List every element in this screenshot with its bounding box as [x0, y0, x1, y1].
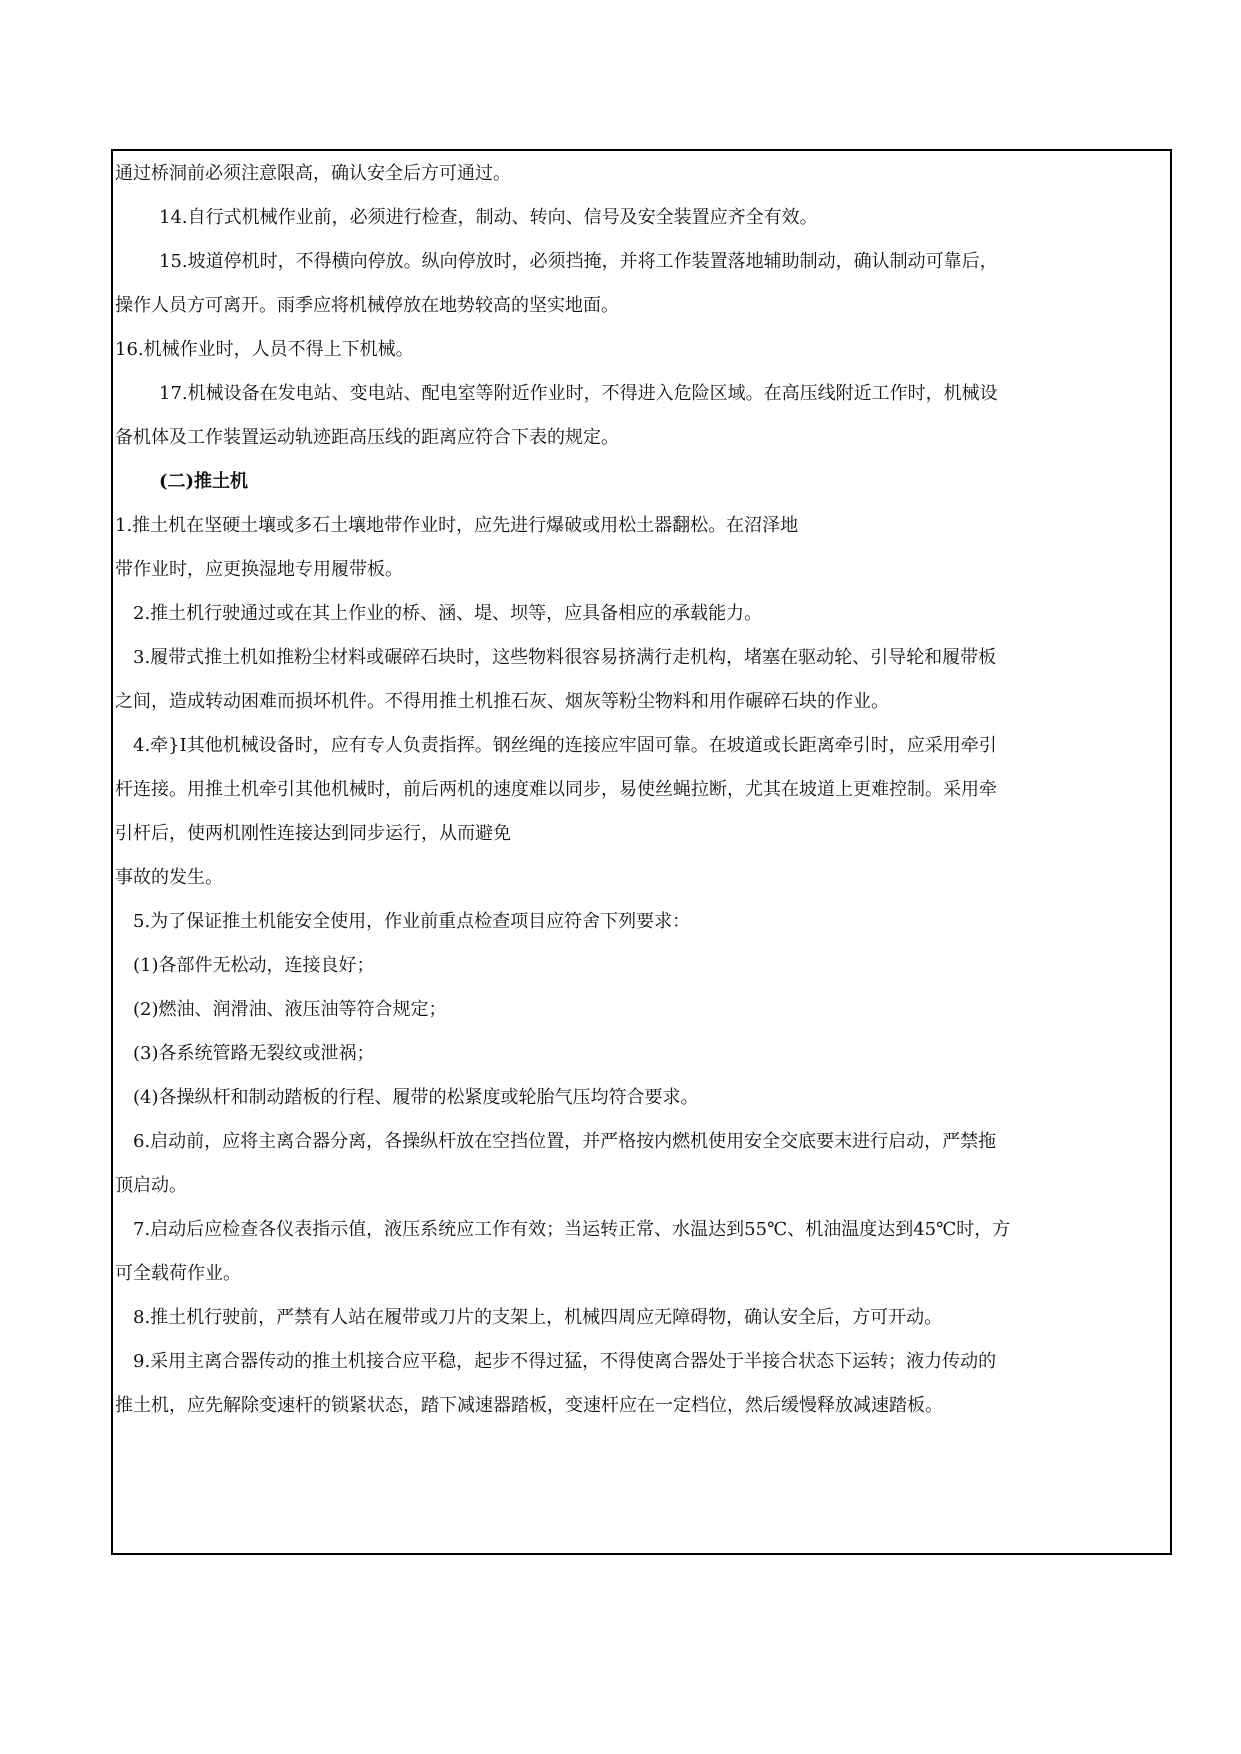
- text-line: (2)燃油、润滑油、液压油等符合规定；: [133, 999, 447, 1020]
- text-line: 3.履带式推土机如推粉尘材料或碾碎石块时，这些物料很容易挤满行走机构，堵塞在驱动轮、引导轮和履带板: [133, 647, 997, 668]
- text-line: 2.推土机行驶通过或在其上作业的桥、涵、堤、坝等，应具备相应的承载能力。: [133, 603, 763, 624]
- text-line: 顶启动。: [115, 1175, 187, 1196]
- text-line: 7.启动后应检查各仪表指示值，液压系统应工作有效；当运转正常、水温达到55℃、机油温度达到45℃时，方: [133, 1219, 1011, 1240]
- text-line: 1.推土机在坚硬土壤或多石土壤地带作业时，应先进行爆破或用松土器翻松。在沼泽地: [115, 515, 799, 536]
- text-line: 15.坡道停机时，不得横向停放。纵向停放时，必须挡掩，并将工作装置落地辅助制动，确认制动可靠后，: [159, 251, 998, 272]
- document-frame: [111, 149, 1172, 1555]
- text-line: 通过桥洞前必须注意限高，确认安全后方可通过。: [115, 163, 511, 184]
- text-line: (1)各部件无松动，连接良好；: [133, 955, 375, 976]
- text-line: 9.采用主离合器传动的推土机接合应平稳，起步不得过猛，不得使离合器处于半接合状态下运转；液力传动的: [133, 1351, 997, 1372]
- text-line: 杆连接。用推土机牵引其他机械时，前后两机的速度难以同步，易使丝蝇拉断，尤其在坡道上更难控制。采用牵: [115, 779, 997, 800]
- text-line: 16.机械作业时，人员不得上下机械。: [115, 339, 414, 360]
- text-line: 4.牵}I其他机械设备时，应有专人负责指挥。钢丝绳的连接应牢固可靠。在坡道或长距离牵引时，应采用牵引: [133, 735, 997, 756]
- text-line: 引杆后，使两机刚性连接达到同步运行，从而避免: [115, 823, 511, 844]
- text-line: 6.启动前，应将主离合器分离，各操纵杆放在空挡位置，并严格按内燃机使用安全交底要末进行启动，严禁拖: [133, 1131, 997, 1152]
- text-line: 备机体及工作装置运动轨迹距高压线的距离应符合下表的规定。: [115, 427, 619, 448]
- text-line: 17.机械设备在发电站、变电站、配电室等附近作业时，不得进入危险区域。在高压线附近工作时，机械设: [159, 383, 998, 404]
- text-line: 可全载荷作业。: [115, 1263, 241, 1284]
- section-heading: (二)推土机: [159, 471, 249, 492]
- text-line: 事故的发生。: [115, 867, 223, 888]
- text-line: 带作业时，应更换湿地专用履带板。: [115, 559, 403, 580]
- text-line: (4)各操纵杆和制动踏板的行程、履带的松紧度或轮胎气压均符合要求。: [133, 1087, 699, 1108]
- text-line: 之间，造成转动困难而损坏机件。不得用推土机推石灰、烟灰等粉尘物料和用作碾碎石块的作业。: [115, 691, 889, 712]
- text-line: 5.为了保证推土机能安全使用，作业前重点检查项目应符舍下列要求：: [133, 911, 691, 932]
- text-line: 14.自行式机械作业前，必须进行检查，制动、转向、信号及安全装置应齐全有效。: [159, 207, 818, 228]
- text-line: 推土机，应先解除变速杆的锁紧状态，踏下减速器踏板，变速杆应在一定档位，然后缓慢释放减速踏板。: [115, 1395, 943, 1416]
- text-line: 8.推土机行驶前，严禁有人站在履带或刀片的支架上，机械四周应无障碍物，确认安全后，方可开动。: [133, 1307, 943, 1328]
- text-line: 操作人员方可离开。雨季应将机械停放在地势较高的坚实地面。: [115, 295, 619, 316]
- text-line: (3)各系统管路无裂纹或泄祸；: [133, 1043, 375, 1064]
